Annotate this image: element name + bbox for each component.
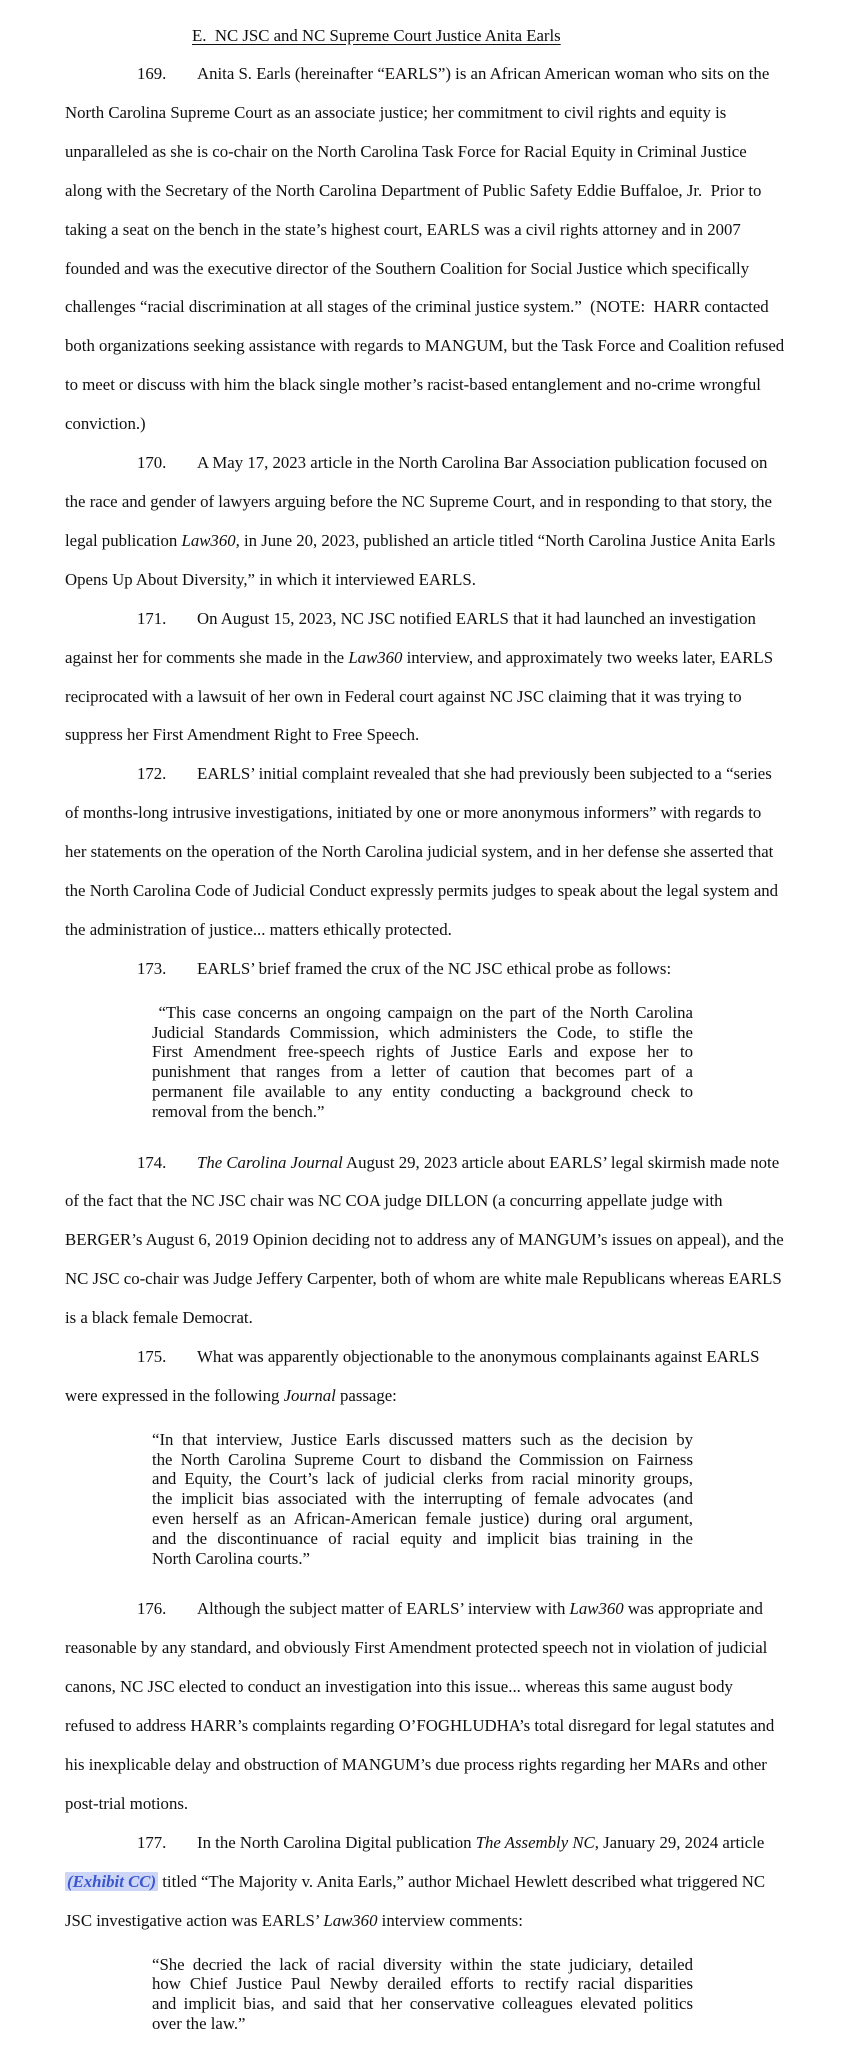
block-quote — [152, 1955, 693, 2034]
quote-line: North Carolina courts.” — [152, 1548, 310, 1568]
paragraph-171 — [65, 600, 786, 756]
paragraph-number: 169. — [137, 64, 167, 83]
quote-line: “She decried the lack of racial diversity within the state judiciary, detailed — [152, 1954, 693, 1974]
publication-name-italic: Law360 — [569, 1599, 624, 1619]
paragraph-number: 176. — [137, 1599, 167, 1619]
paragraph-number: 172. — [137, 764, 167, 784]
document-flow — [65, 16, 789, 2034]
quote-line: and the discontinuance of racial equity and implicit bias training in the — [152, 1528, 693, 1548]
paragraph-number: 175. — [137, 1347, 167, 1367]
paragraph-text: Although the subject matter of EARLS’ interview with — [197, 1599, 570, 1619]
publication-name-italic: The Assembly NC — [475, 1832, 595, 1852]
paragraph-169 — [65, 55, 789, 444]
paragraph-text: In the North Carolina Digital publication — [197, 1832, 476, 1852]
paragraph-170 — [65, 444, 786, 600]
quote-line: over the law.” — [152, 2014, 246, 2033]
paragraph-number: 171. — [137, 608, 167, 628]
quote-line: Judicial Standards Commission, which administers the Code, to stifle the — [152, 1022, 693, 1042]
quote-line: even herself as an African-American female justice) during oral argument, — [152, 1509, 693, 1529]
paragraph-text: interview, and approximately two weeks later, EARLS reciprocated with a lawsuit of her own in Federal court against NC JSC claiming that it was trying to suppress her First Amendment Right to Free Speech. — [65, 647, 778, 745]
quote-line: removal from the bench.” — [152, 1101, 325, 1121]
quote-line: and implicit bias, and said that her conservative colleagues elevated politics — [152, 1994, 693, 2014]
paragraph-number: 174. — [137, 1152, 167, 1172]
paragraph-text: On August 15, 2023, NC JSC notified EARLS that it had launched an investigation against her for comments she made in the — [65, 608, 761, 667]
publication-name-italic: Law360, — [181, 530, 240, 550]
paragraph-text: What was apparently objectionable to the anonymous complainants against EARLS were expressed in the following — [65, 1347, 764, 1405]
quote-line: punishment that ranges from a letter of caution that becomes part of a — [152, 1062, 693, 1082]
paragraph-number: 177. — [137, 1832, 167, 1852]
block-quote — [152, 1003, 693, 1122]
quote-line: permanent file available to any entity conducting a background check to — [152, 1081, 693, 1101]
publication-name-italic: Law360 — [323, 1910, 378, 1930]
exhibit-cc-link[interactable]: (Exhibit CC) — [67, 1871, 157, 1891]
quote-line: the North Carolina Supreme Court to disband the Commission on Fairness — [152, 1449, 693, 1469]
paragraph-text: was appropriate and reasonable by any standard, and obviously First Amendment protected speech not in violation of judicial canons, NC JSC elected to conduct an investigation into this issue... whereas this same august body refused to address HARR’s complaints regarding O’FOGHLUDHA’s total disregard for legal statutes and his inexplicable delay and obstruction of MANGUM’s due process rights regarding her MARs and other post-trial motions. — [65, 1599, 779, 1813]
paragraph-text: EARLS’ initial complaint revealed that she had previously been subjected to a “series of months-long intrusive investigations, initiated by one or more anonymous informers” with regards to her statements on the operation of the North Carolina judicial system, and in her defense she asserted that the North Carolina Code of Judicial Conduct expressly permits judges to speak about the legal system and the administration of justice... matters ethically protected. — [65, 764, 783, 939]
paragraph-172 — [65, 755, 786, 950]
quote-line: “This case concerns an ongoing campaign on the part of the North Carolina — [152, 1002, 693, 1022]
paragraph-number: 173. — [137, 958, 167, 978]
paragraph-173 — [65, 950, 786, 989]
paragraph-text: in June 20, 2023, published an article titled “North Carolina Justice Anita Earls Opens Up About Diversity,” in which it interviewed EARLS. — [65, 530, 780, 589]
publication-name-italic: Law360 — [348, 647, 403, 667]
paragraph-174 — [65, 1144, 786, 1339]
paragraph-177 — [65, 1824, 786, 1941]
quote-line: “In that interview, Justice Earls discussed matters such as the decision by — [152, 1429, 693, 1449]
quote-line: how Chief Justice Paul Newby derailed efforts to rectify racial disparities — [152, 1974, 693, 1994]
paragraph-text: titled “The Majority v. Anita Earls,” author Michael Hewlett described what triggered NC JSC investigative action was EARLS’ — [65, 1871, 770, 1930]
paragraph-text: interview comments: — [377, 1910, 523, 1930]
quote-line: the implicit bias associated with the interrupting of female advocates (and — [152, 1489, 693, 1509]
paragraph-175 — [65, 1338, 786, 1416]
paragraph-text: EARLS’ brief framed the crux of the NC JSC ethical probe as follows: — [197, 958, 672, 978]
section-heading — [192, 16, 786, 55]
paragraph-text: , January 29, 2024 article — [594, 1832, 769, 1852]
paragraph-text: passage: — [335, 1385, 397, 1405]
quote-line: First Amendment free-speech rights of Justice Earls and expose her to — [152, 1042, 693, 1062]
paragraph-text: A May 17, 2023 article in the North Carolina Bar Association publication focused on the race and gender of lawyers arguing before the NC Supreme Court, and in responding to that story, the legal publication — [65, 453, 777, 550]
paragraph-176 — [65, 1590, 786, 1823]
quote-line: and Equity, the Court’s lack of judicial clerks from racial minority groups, — [152, 1469, 693, 1489]
publication-name-italic: Journal — [283, 1385, 336, 1405]
section-heading-text: E. NC JSC and NC Supreme Court Justice Anita Earls — [192, 26, 561, 45]
paragraph-number: 170. — [137, 453, 167, 473]
paragraph-text: Anita S. Earls (hereinafter “EARLS”) is an African American woman who sits on the North Carolina Supreme Court as an associate justice; her commitment to civil rights and equity is unparalleled as she is co-chair on the North Carolina Task Force for Racial Equity in Criminal Justice along with the Secretary of the North Carolina Department of Public Safety Eddie Buffaloe, Jr. Prior to taking a seat on the bench in the state’s highest court, EARLS was a civil rights attorney and in 2007 founded and was the executive director of the Southern Coalition for Social Justice which specifically challenges “racial discrimination at all stages of the criminal justice system.” (NOTE: HARR contacted both organizations seeking assistance with regards to MANGUM, but the Task Force and Coalition refused to meet or discuss with him the black single mother’s racist-based entanglement and no-crime wrongful conviction.) — [65, 64, 789, 434]
publication-name-italic: The Carolina Journal — [197, 1152, 343, 1172]
paragraph-text: August 29, 2023 article about EARLS’ legal skirmish made note of the fact that the NC JSC chair was NC COA judge DILLON (a concurring appellate judge with BERGER’s August 6, 2019 Opinion deciding not to address any of MANGUM’s issues on appeal), and the NC JSC co-chair was Judge Jeffery Carpenter, both of whom are white male Republicans whereas EARLS is a black female Democrat. — [65, 1152, 788, 1328]
block-quote — [152, 1430, 693, 1569]
